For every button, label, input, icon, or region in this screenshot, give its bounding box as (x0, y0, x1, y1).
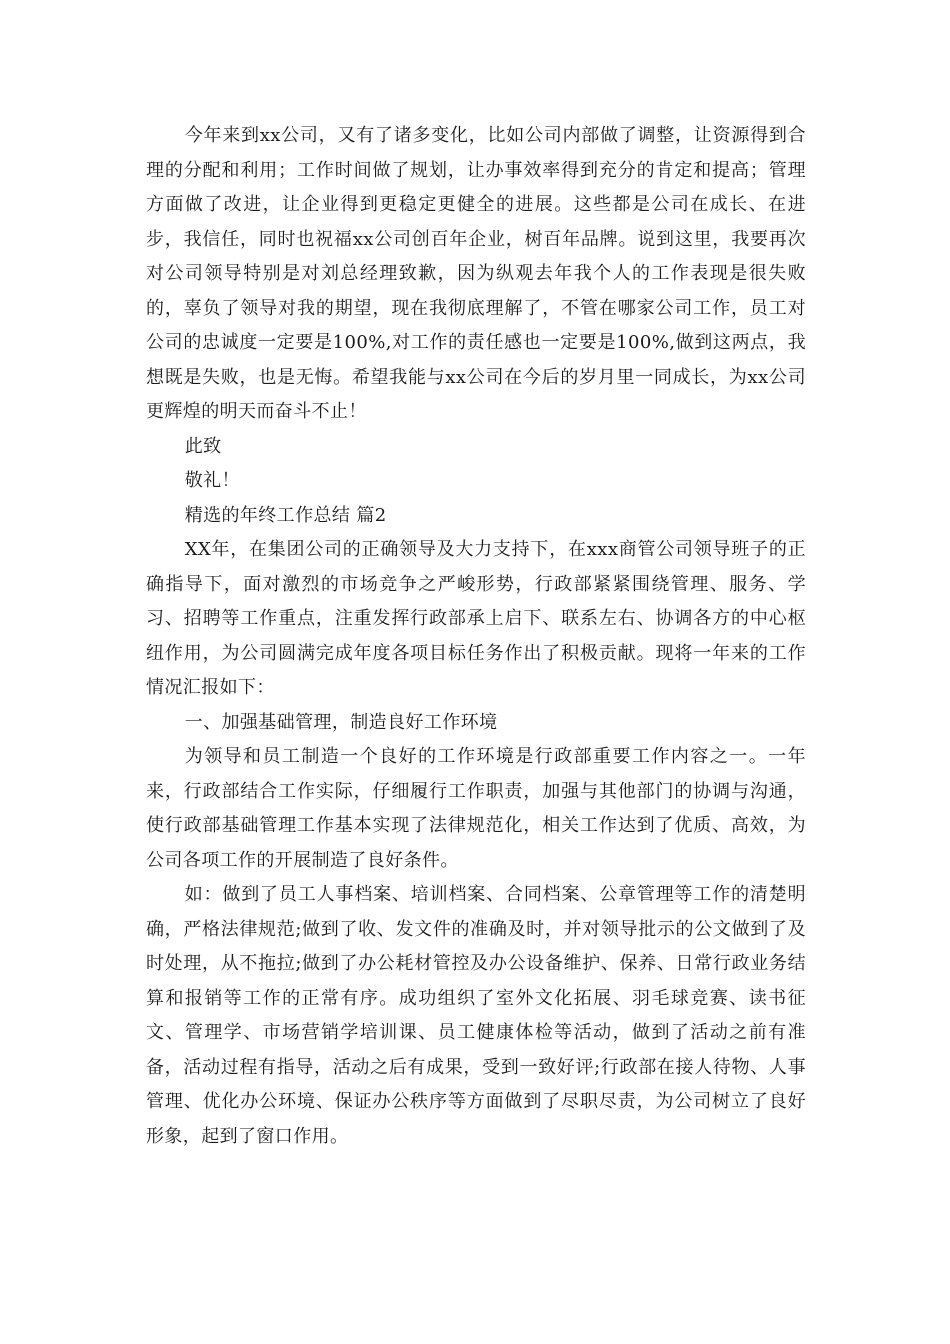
closing-salutation: 此致 (184, 435, 222, 457)
paragraph-examples: 如：做到了员工人事档案、培训档案、合同档案、公章管理等工作的清楚明确，严格法律规范;做到了收、发文件的准确及时，并对领导批示的公文做到了及时处理，从不拖拉;做到了办公耗材管控及办公设备维护、保养、日常行政业务结算和报销等工作的正常有序。成功组织了室外文化拓展、羽毛球竞赛、读书征文、管理学、市场营销学培训课、员工健康体检等活动，做到了活动之前有准备，活动过程有指导，活动之后有成果，受到一致好评;行政部在接人待物、人事管理、优化办公环境、保证办公秩序等方面做到了尽职尽责，为公司树立了良好形象，起到了窗口作用。 (146, 884, 806, 1147)
document-body (146, 119, 806, 1154)
subsection-heading: 一、加强基础管理，制造良好工作环境 (184, 711, 498, 733)
section-title: 精选的年终工作总结 篇2 (184, 504, 387, 526)
closing-regards: 敬礼！ (184, 470, 240, 491)
paragraph-environment: 为领导和员工制造一个良好的工作环境是行政部重要工作内容之一。一年来，行政部结合工作实际，仔细履行工作职责，加强与其他部门的协调与沟通，使行政部基础管理工作基本实现了法律规范化，相关工作达到了优质、高效，为公司各项工作的开展制造了良好条件。 (146, 746, 806, 871)
paragraph-growth-apology: 今年来到xx公司，又有了诸多变化，比如公司内部做了调整，让资源得到合理的分配和利用；工作时间做了规划，让办事效率得到充分的肯定和提高；管理方面做了改进，让企业得到更稳定更健全的进展。这些都是公司在成长、在进步，我信任，同时也祝福xx公司创百年企业，树百年品牌。说到这里，我要再次对公司领导特别是对刘总经理致歉，因为纵观去年我个人的工作表现是很失败的，辜负了领导对我的期望，现在我彻底理解了，不管在哪家公司工作，员工对公司的忠诚度一定要是100%,对工作的责任感也一定要是100%,做到这两点，我想既是失败，也是无悔。希望我能与xx公司在今后的岁月里一同成长，为xx公司更辉煌的明天而奋斗不止！ (146, 125, 806, 422)
paragraph-intro: XX年，在集团公司的正确领导及大力支持下，在xxx商管公司领导班子的正确指导下，面对激烈的市场竞争之严峻形势，行政部紧紧围绕管理、服务、学习、招聘等工作重点，注重发挥行政部承上启下、联系左右、协调各方的中心枢纽作用，为公司圆满完成年度各项目标任务作出了积极贡献。现将一年来的工作情况汇报如下： (146, 539, 806, 698)
